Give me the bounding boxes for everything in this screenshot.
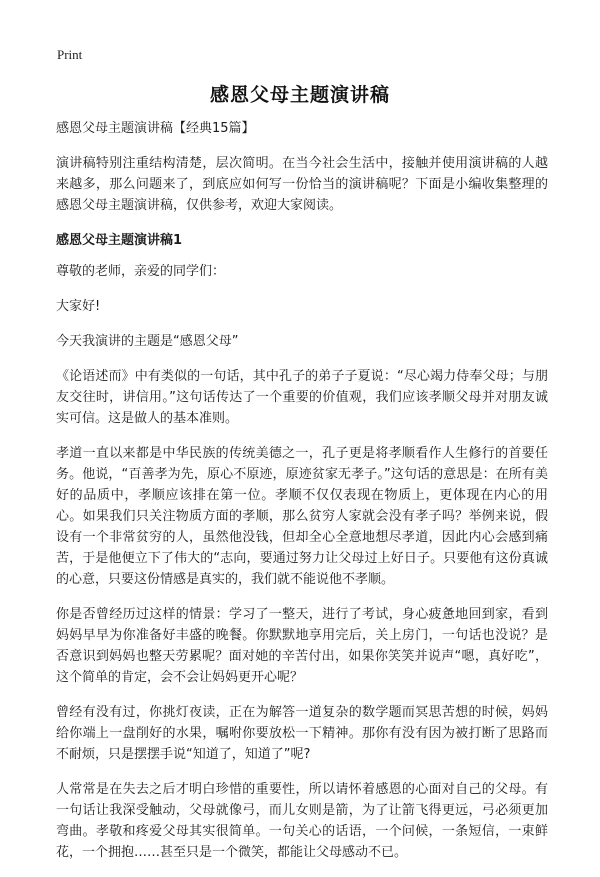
body-paragraph: 你是否曾经历过这样的情景：学习了一整天，进行了考试，身心疲惫地回到家，看到妈妈早早为你准备好丰盛的晚餐。你默默地享用完后，关上房门，一句话也没说？是否意识到妈妈也整天劳累呢？面对她的辛苦付出，如果你笑笑并说声“嗯，真好吃”，这个简单的肯定，会不会让妈妈更开心呢？	[56, 607, 548, 685]
article-body	[56, 118, 548, 877]
section-heading: 感恩父母主题演讲稿1	[56, 233, 183, 248]
body-paragraph: 孝道一直以来都是中华民族的传统美德之一，孔子更是将孝顺看作人生修行的首要任务。他说，“百善孝为先，原心不原迹，原迹贫家无孝子。”这句话的意思是：在所有美好的品质中，孝顺应该排在第一位。孝顺不仅仅表现在物质上，更体现在内心的用心。如果我们只关注物质方面的孝顺，那么贫穷人家就会没有孝子吗？举例来说，假设有一个非常贫穷的人，虽然他没钱，但却全心全意地想尽孝道，因此内心会感到痛苦，于是他便立下了伟大的“志向，要通过努力让父母过上好日子。只要他有这份真诚的心意，只要这份情感是真实的，我们就不能说他不孝顺。	[56, 446, 548, 587]
body-paragraph: 人常常是在失去之后才明白珍惜的重要性，所以请怀着感恩的心面对自己的父母。有一句话让我深受触动，父母就像弓，而儿女则是箭，为了让箭飞得更远，弓必须更加弯曲。孝敬和疼爱父母其实很简单。一句关心的话语，一个问候，一条短信，一束鲜花，一个拥抱……甚至只是一个微笑，都能让父母感动不已。	[56, 782, 548, 860]
intro-paragraph: 演讲稿特别注重结构清楚，层次简明。在当今社会生活中，接触并使用演讲稿的人越来越多，那么问题来了，到底应如何写一份恰当的演讲稿呢？下面是小编收集整理的感恩父母主题演讲稿，仅供参考，欢迎大家阅读。	[56, 156, 548, 213]
hello-paragraph: 大家好!	[56, 299, 101, 314]
topic-paragraph: 今天我演讲的主题是“感恩父母”	[56, 334, 239, 349]
print-label: Print	[57, 47, 83, 62]
body-paragraph: 曾经有没有过，你挑灯夜读，正在为解答一道复杂的数学题而冥思苦想的时候，妈妈给你端上一盘削好的水果，嘱咐你要放松一下精神。那你有没有因为被打断了思路而不耐烦，只是摆摆手说“知道了，知道了”呢?	[56, 705, 548, 762]
page-title: 感恩父母主题演讲稿	[209, 84, 390, 106]
article-subtitle: 感恩父母主题演讲稿【经典15篇】	[56, 121, 255, 136]
body-paragraph: 《论语述而》中有类似的一句话，其中孔子的弟子子夏说：“尽心竭力侍奉父母；与朋友交往时，讲信用。”这句话传达了一个重要的价值观，我们应该孝顺父母并对朋友诚实可信。这是做人的基本准则。	[56, 369, 548, 426]
greeting-paragraph: 尊敬的老师，亲爱的同学们：	[56, 264, 226, 279]
